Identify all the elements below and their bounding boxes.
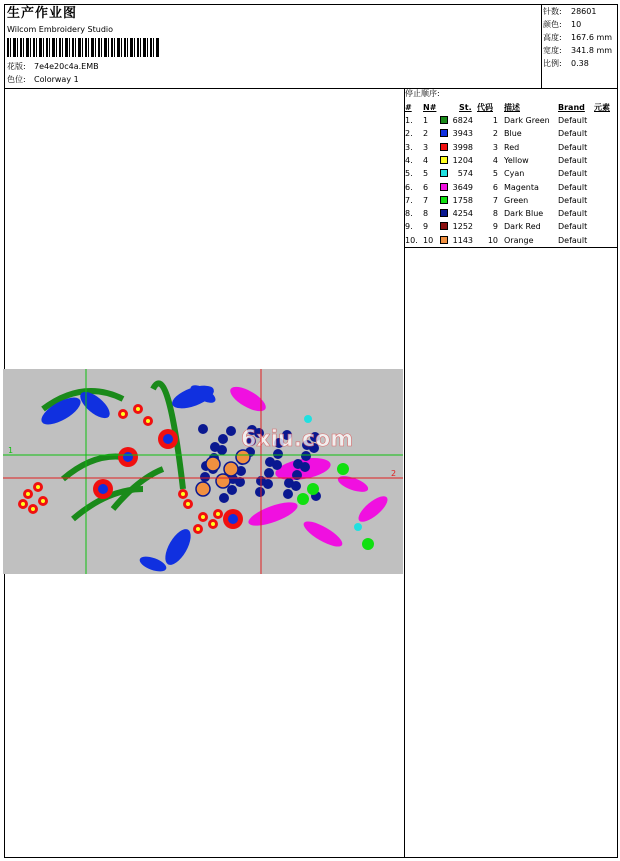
- needle-number: 5: [423, 169, 429, 179]
- col-code: 代码: [477, 103, 493, 112]
- stats-divider: [541, 4, 542, 88]
- needle-number: 4: [423, 155, 429, 165]
- dark-blue-dot: [200, 472, 210, 482]
- dark-blue-dot: [219, 493, 229, 503]
- brand-name: Default: [558, 235, 588, 245]
- scale-value: 0.38: [571, 59, 589, 68]
- green-accent: [337, 463, 349, 475]
- stitch-count: 1758: [452, 195, 473, 205]
- orange-flower: [206, 457, 220, 471]
- col-n: N#: [423, 103, 437, 112]
- yellow-center: [196, 527, 200, 531]
- yellow-center: [211, 522, 215, 526]
- orange-flower: [216, 474, 230, 488]
- brand-name: Default: [558, 129, 588, 139]
- table-row: [404, 141, 618, 154]
- blue-center: [98, 484, 108, 494]
- design-filename: 7e4e20c4a.EMB: [34, 62, 99, 71]
- magenta-swirl: [355, 492, 392, 526]
- yellow-center: [201, 515, 205, 519]
- stitch-count-label: 针数:: [543, 7, 562, 16]
- color-code: 8: [492, 209, 498, 219]
- col-element: 元素: [594, 103, 610, 112]
- colorway-label: 色位:: [7, 75, 26, 84]
- blue-center: [123, 452, 133, 462]
- row-number: 8.: [405, 209, 413, 219]
- stitch-count: 3649: [452, 182, 473, 192]
- yellow-center: [181, 492, 185, 496]
- color-description: Blue: [504, 129, 522, 139]
- dark-blue-dot: [227, 485, 237, 495]
- magenta-swirl: [336, 473, 370, 495]
- yellow-center: [21, 502, 25, 506]
- color-code: 10: [487, 235, 498, 245]
- height-label: 高度:: [543, 33, 562, 42]
- row-number: 5.: [405, 169, 413, 179]
- color-code: 6: [492, 182, 498, 192]
- magenta-swirl: [246, 498, 300, 531]
- yellow-center: [41, 499, 45, 503]
- yellow-center: [31, 507, 35, 511]
- color-description: Yellow: [504, 155, 529, 165]
- green-accent: [307, 483, 319, 495]
- brand-name: Default: [558, 195, 588, 205]
- needle-number: 9: [423, 222, 429, 232]
- magenta-swirl: [300, 517, 345, 551]
- dark-blue-dot: [218, 434, 228, 444]
- color-swatch: [440, 222, 448, 230]
- stitch-count: 3998: [452, 142, 473, 152]
- yellow-center: [216, 512, 220, 516]
- col-num: #: [405, 103, 412, 112]
- width-value: 341.8 mm: [571, 46, 613, 55]
- color-description: Dark Blue: [504, 209, 544, 219]
- stop-sequence-title: 停止顺序:: [405, 89, 440, 98]
- design-label: 花版:: [7, 62, 26, 71]
- col-desc: 描述: [504, 103, 520, 112]
- stitch-count: 4254: [452, 209, 473, 219]
- color-description: Green: [504, 195, 529, 205]
- embroidery-design: [3, 369, 403, 574]
- color-code: 3: [492, 142, 498, 152]
- row-number: 4.: [405, 155, 413, 165]
- orange-flower: [196, 482, 210, 496]
- yellow-center: [186, 502, 190, 506]
- yellow-center: [36, 485, 40, 489]
- marker-left: 1: [8, 446, 14, 455]
- row-number: 6.: [405, 182, 413, 192]
- color-description: Red: [504, 142, 520, 152]
- needle-number: 6: [423, 182, 429, 192]
- stitch-count: 574: [457, 169, 473, 179]
- brand-name: Default: [558, 182, 588, 192]
- marker-right: 2: [391, 469, 397, 478]
- brand-name: Default: [558, 209, 588, 219]
- yellow-center: [26, 492, 30, 496]
- dark-blue-dot: [283, 489, 293, 499]
- cyan-accent: [354, 523, 362, 531]
- stitch-count: 1252: [452, 222, 473, 232]
- color-description: Orange: [504, 235, 534, 245]
- color-swatch: [440, 116, 448, 124]
- color-description: Dark Red: [504, 222, 541, 232]
- color-code: 2: [492, 129, 498, 139]
- color-description: Magenta: [504, 182, 539, 192]
- dark-blue-dot: [264, 468, 274, 478]
- yellow-center: [121, 412, 125, 416]
- color-swatch: [440, 156, 448, 164]
- dark-blue-dot: [198, 424, 208, 434]
- software-name: Wilcom Embroidery Studio: [7, 25, 114, 34]
- row-number: 3.: [405, 142, 413, 152]
- color-code: 5: [492, 169, 498, 179]
- table-header: [404, 101, 618, 114]
- dark-blue-dot: [301, 451, 311, 461]
- table-row: [404, 114, 618, 127]
- brand-name: Default: [558, 222, 588, 232]
- color-swatch: [440, 143, 448, 151]
- row-number: 2.: [405, 129, 413, 139]
- header-divider: [4, 88, 618, 89]
- magenta-swirl: [227, 382, 270, 416]
- needle-number: 10: [423, 235, 434, 245]
- height-value: 167.6 mm: [571, 33, 613, 42]
- row-number: 10.: [405, 235, 418, 245]
- brand-name: Default: [558, 155, 588, 165]
- color-swatch: [440, 169, 448, 177]
- row-number: 7.: [405, 195, 413, 205]
- dark-blue-dot: [284, 478, 294, 488]
- table-row: [404, 167, 618, 180]
- blue-center: [163, 434, 173, 444]
- stitch-count-value: 28601: [571, 7, 597, 16]
- table-bottom-line: [404, 247, 618, 248]
- yellow-center: [136, 407, 140, 411]
- scale-label: 比例:: [543, 59, 562, 68]
- page-title: 生产作业图: [7, 6, 78, 21]
- stitch-count: 6824: [452, 116, 473, 125]
- blue-leaf: [138, 554, 168, 574]
- color-swatch: [440, 129, 448, 137]
- needle-number: 7: [423, 195, 429, 205]
- color-count-value: 10: [571, 20, 582, 29]
- color-swatch: [440, 183, 448, 191]
- design-preview: [3, 369, 403, 574]
- cyan-accent: [304, 415, 312, 423]
- table-row: [404, 234, 618, 247]
- blue-leaf: [160, 525, 196, 569]
- brand-name: Default: [558, 116, 588, 125]
- row-number: 9.: [405, 222, 413, 232]
- dark-blue-dot: [226, 426, 236, 436]
- green-accent: [362, 538, 374, 550]
- color-description: Cyan: [504, 169, 525, 179]
- orange-flower: [236, 450, 250, 464]
- color-description: Dark Green: [504, 116, 550, 125]
- color-swatch: [440, 196, 448, 204]
- color-code: 1: [492, 116, 498, 125]
- table-row: [404, 220, 618, 233]
- col-st: St.: [459, 103, 472, 112]
- needle-number: 8: [423, 209, 429, 219]
- green-accent: [297, 493, 309, 505]
- table-row: [404, 154, 618, 167]
- stitch-count: 3943: [452, 129, 473, 139]
- watermark: 6xiu.com: [241, 427, 354, 452]
- table-row: [404, 127, 618, 140]
- brand-name: Default: [558, 142, 588, 152]
- needle-number: 3: [423, 142, 429, 152]
- width-label: 宽度:: [543, 46, 562, 55]
- color-count-label: 颜色:: [543, 20, 562, 29]
- color-swatch: [440, 209, 448, 217]
- dark-blue-dot: [265, 457, 275, 467]
- dark-blue-dot: [255, 487, 265, 497]
- stitch-count: 1143: [452, 235, 473, 245]
- needle-number: 1: [423, 116, 429, 125]
- dark-blue-dot: [210, 442, 220, 452]
- color-code: 4: [492, 155, 498, 165]
- brand-name: Default: [558, 169, 588, 179]
- table-row: [404, 194, 618, 207]
- dark-blue-dot: [293, 459, 303, 469]
- yellow-center: [146, 419, 150, 423]
- blue-center: [228, 514, 238, 524]
- table-row: [404, 207, 618, 220]
- col-brand: Brand: [558, 103, 585, 112]
- color-code: 9: [492, 222, 498, 232]
- needle-number: 2: [423, 129, 429, 139]
- color-swatch: [440, 236, 448, 244]
- colorway-name: Colorway 1: [34, 75, 79, 84]
- color-code: 7: [492, 195, 498, 205]
- barcode: [7, 38, 159, 57]
- stitch-count: 1204: [452, 155, 473, 165]
- table-row: [404, 181, 618, 194]
- row-number: 1.: [405, 116, 413, 125]
